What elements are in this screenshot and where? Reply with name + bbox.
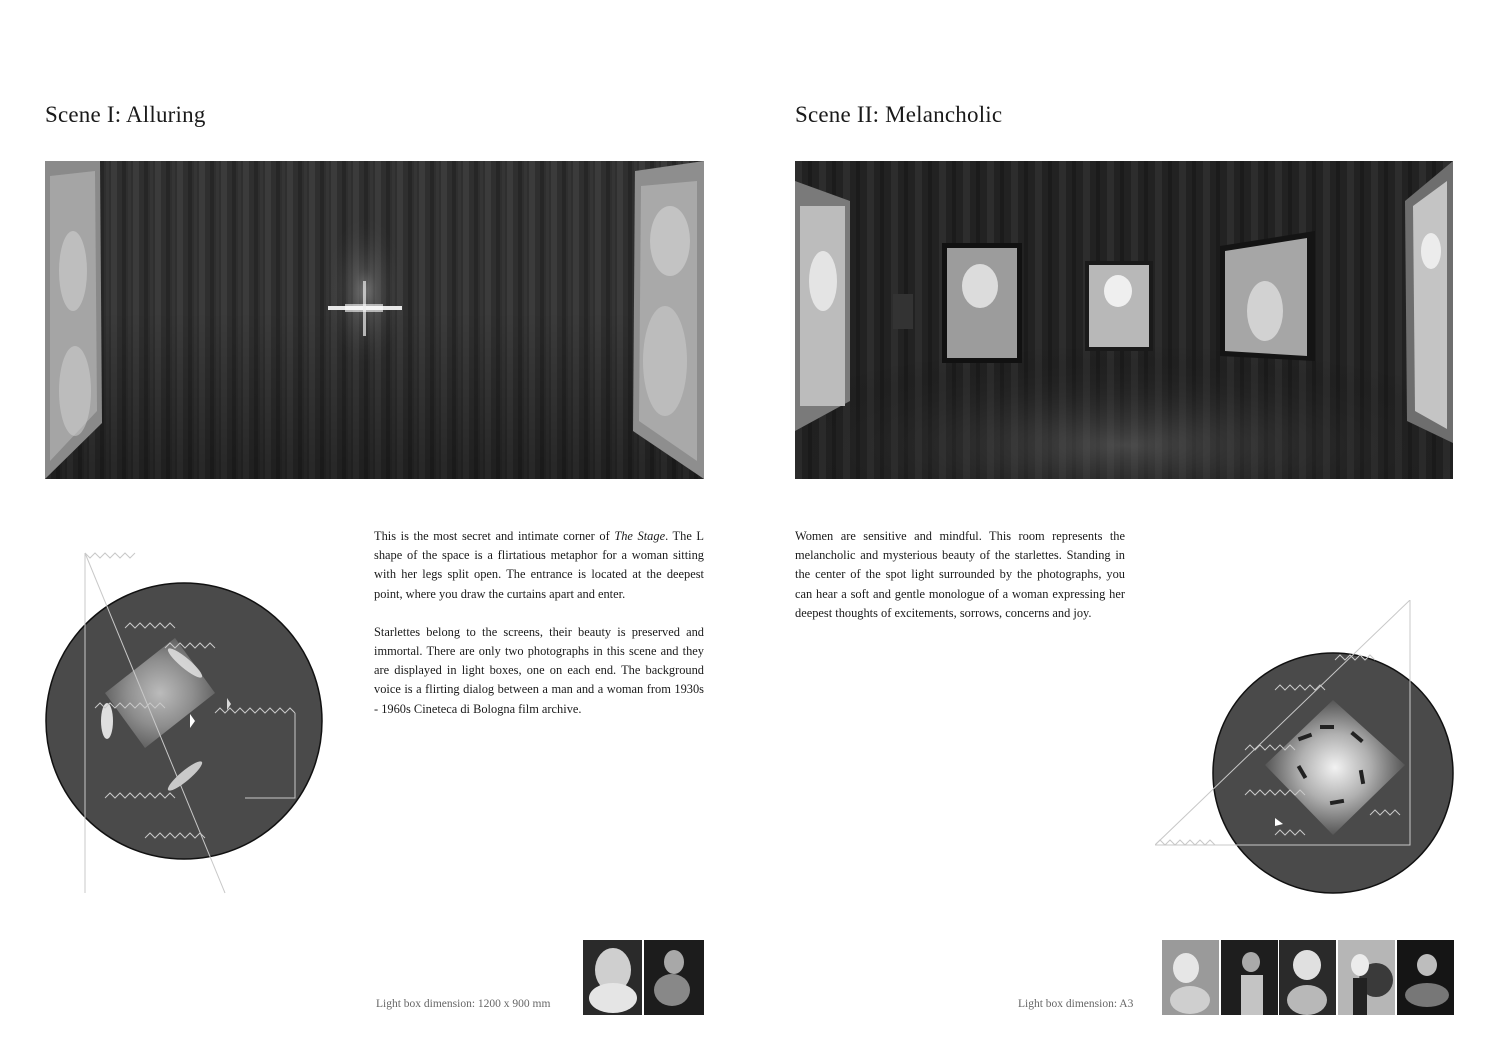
scene-1-floor-plan — [45, 528, 330, 898]
scene-2-thumbnails — [1162, 940, 1454, 1015]
thumbnail-photo — [583, 940, 642, 1015]
scene-1-title: Scene I: Alluring — [45, 102, 206, 127]
thumbnail-photo — [644, 940, 704, 1015]
thumbnail-photo — [1338, 940, 1395, 1015]
scene-1-description — [374, 527, 704, 738]
scene-2-title: Scene II: Melancholic — [795, 102, 1003, 127]
scene-1-thumbnails — [583, 940, 704, 1015]
scene-2-description — [795, 527, 1125, 642]
scene-2-floor-plan — [1155, 600, 1455, 895]
scene-2-caption: Light box dimension: A3 — [1018, 998, 1134, 1010]
scene-2-paragraph: Women are sensitive and mindful. This room represents the melancholic and mysterious beauty of the starlettes. Standing in the center of the spot light surrounded by the photographs, you can hear a soft and gentle monologue of a woman expressing her deepest thoughts of excitements, sorrows, concerns and joy. — [795, 529, 1125, 620]
thumbnail-photo — [1279, 940, 1336, 1015]
thumbnail-photo — [1162, 940, 1219, 1015]
scene-1-render — [45, 161, 704, 479]
thumbnail-photo — [1397, 940, 1454, 1015]
thumbnail-photo — [1221, 940, 1278, 1015]
scene-1-paragraph-2: Starlettes belong to the screens, their beauty is preserved and immortal. There are only two photographs in this scene and they are displayed in light boxes, one on each end. The background voice is a flirting dialog between a man and a woman from 1930s - 1960s Cineteca di Bologna film archive. — [374, 624, 704, 716]
scene-1-caption: Light box dimension: 1200 x 900 mm — [376, 998, 551, 1010]
scene-2-render — [795, 161, 1453, 479]
scene-1-paragraph-1: This is the most secret and intimate corner of The Stage. The L shape of the space is a flirtatious metaphor for a woman sitting with her legs split open. The entrance is located at the deepest point, where you draw the curtains apart and enter. — [374, 529, 704, 601]
